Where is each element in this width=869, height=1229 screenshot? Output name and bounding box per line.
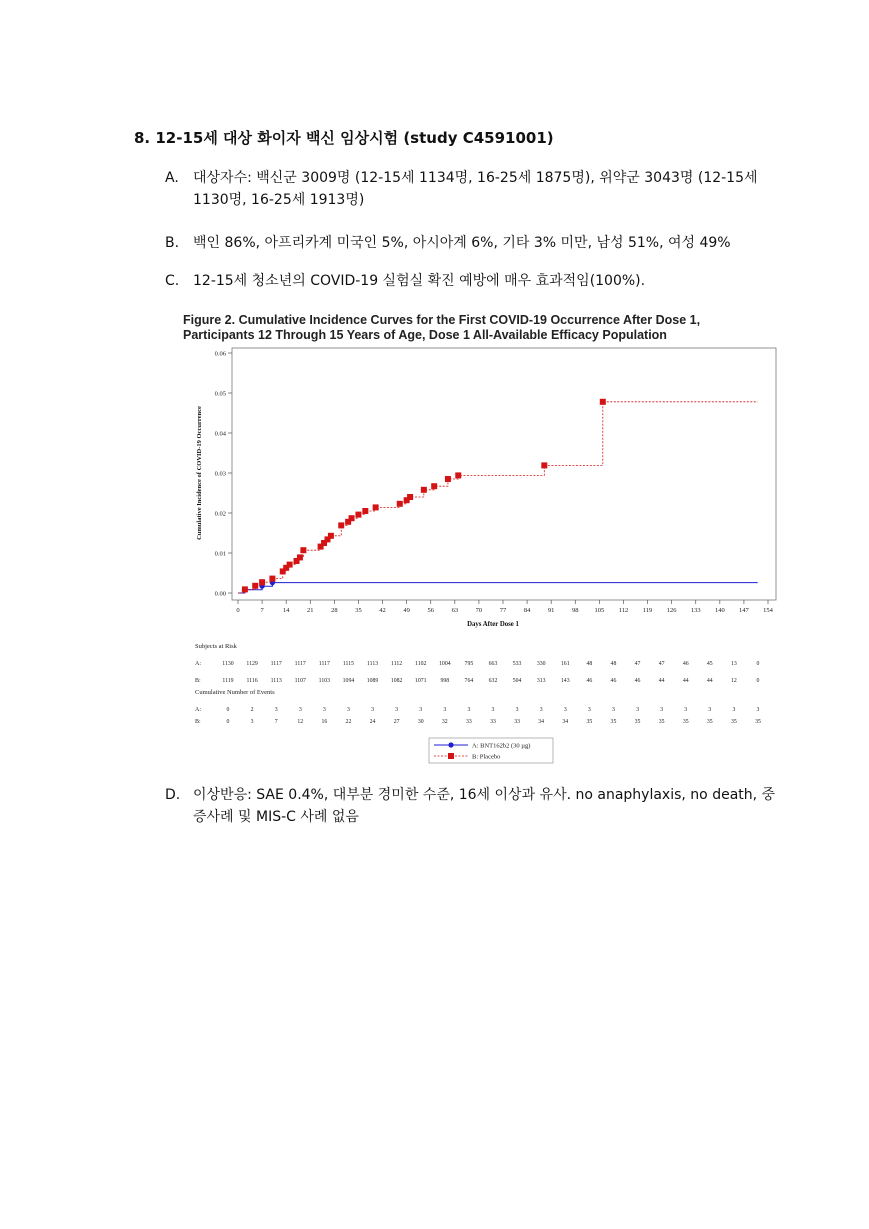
- cumulative-events-a-cell: 3: [539, 707, 543, 713]
- y-tick-label: 0.06: [214, 350, 226, 358]
- cumulative-events-b-cell: 35: [706, 719, 713, 725]
- series-b-point: [455, 472, 461, 478]
- subjects-at-risk-b-cell: 46: [610, 678, 617, 684]
- series-b-point: [373, 504, 379, 510]
- x-tick-label: 21: [307, 607, 314, 614]
- y-tick-label: 0.00: [214, 590, 226, 598]
- subjects-at-risk-a-cell: 13: [731, 661, 737, 667]
- legend-b-marker: [448, 753, 454, 759]
- x-tick-label: 147: [739, 607, 749, 614]
- cumulative-events-a-cell: 3: [660, 707, 664, 713]
- subjects-at-risk-b-cell: 44: [658, 678, 665, 684]
- series-a-line: [238, 583, 758, 593]
- subjects-at-risk-b-cell: 1113: [270, 678, 282, 684]
- subjects-at-risk-b-cell: 764: [464, 678, 474, 684]
- series-b-point: [600, 399, 606, 405]
- cumulative-events-b-cell: 35: [682, 719, 689, 725]
- subjects-at-risk-b-cell: 1071: [414, 678, 427, 684]
- x-tick-label: 63: [451, 607, 459, 614]
- series-b-point: [397, 501, 403, 507]
- cumulative-events-a-cell: 3: [756, 707, 760, 713]
- x-tick-label: 14: [282, 607, 290, 614]
- figure-title-line2: Participants 12 Through 15 Years of Age, Dose 1 All-Available Efficacy Population: [183, 328, 667, 342]
- series-b-point: [431, 483, 437, 489]
- series-b-point: [421, 487, 427, 493]
- series-b-point: [252, 583, 258, 589]
- subjects-at-risk-a-cell: 48: [610, 661, 617, 667]
- cumulative-events-b-cell: 34: [538, 719, 545, 725]
- x-tick-label: 140: [714, 607, 725, 614]
- cumulative-events-a-cell: 3: [684, 707, 688, 713]
- cumulative-events-a-cell: 3: [274, 707, 278, 713]
- x-tick-label: 7: [260, 607, 264, 614]
- subjects-at-risk-a-cell: 1102: [415, 661, 427, 667]
- subjects-at-risk-b-cell: 632: [488, 678, 498, 684]
- series-b-point: [355, 512, 361, 518]
- subjects-at-risk-a-cell: 1004: [439, 661, 451, 667]
- subjects-at-risk-a-cell: 1117: [318, 661, 330, 667]
- subjects-at-risk-a-cell: 795: [464, 661, 474, 667]
- x-tick-label: 42: [379, 607, 386, 614]
- cumulative-events-b-label: B:: [195, 719, 201, 725]
- cumulative-events-b-cell: 3: [250, 719, 254, 725]
- subjects-at-risk-b-cell: 44: [706, 678, 713, 684]
- series-b-point: [287, 562, 293, 568]
- subjects-at-risk-b-cell: 313: [536, 678, 546, 684]
- item-c-marker: C.: [165, 273, 180, 289]
- cumulative-events-a-cell: 3: [395, 707, 399, 713]
- series-b-point: [242, 586, 248, 592]
- item-b-marker: B.: [165, 235, 180, 251]
- item-c-text: 12-15세 청소년의 COVID-19 실험실 확진 예방에 매우 효과적임(100%).: [193, 273, 646, 289]
- x-tick-label: 77: [499, 607, 507, 614]
- subjects-at-risk-a-cell: 161: [560, 661, 570, 667]
- subjects-at-risk-a-cell: 330: [536, 661, 546, 667]
- legend-a-marker: [448, 742, 453, 747]
- y-axis-label: Cumulative Incidence of COVID-19 Occurrence: [196, 406, 203, 540]
- subjects-at-risk-b-cell: 1094: [342, 678, 355, 684]
- x-tick-label: 35: [355, 607, 362, 614]
- cumulative-events-a-cell: 3: [298, 707, 302, 713]
- x-tick-label: 119: [642, 607, 653, 614]
- series-b-point: [362, 508, 368, 514]
- cumulative-events-a-cell: 3: [322, 707, 326, 713]
- x-tick-label: 112: [618, 607, 629, 614]
- subjects-at-risk-a-cell: 1117: [294, 661, 306, 667]
- subjects-at-risk-b-cell: 504: [512, 678, 522, 684]
- risk-table-subjects-title: Subjects at Risk: [195, 643, 237, 650]
- y-tick-label: 0.04: [214, 430, 226, 438]
- cumulative-events-a-cell: 3: [732, 707, 736, 713]
- cumulative-events-a-cell: 3: [491, 707, 495, 713]
- series-b-point: [338, 522, 344, 528]
- cumulative-events-a-cell: 2: [250, 707, 254, 713]
- subjects-at-risk-a-cell: 533: [512, 661, 522, 667]
- subjects-at-risk-b-cell: 1116: [246, 678, 258, 684]
- item-a-text: 대상자수: 백신군 3009명 (12-15세 1134명, 16-25세 1875명), 위약군 3043명 (12-15세 1130명, 16-25세 1913명): [193, 170, 758, 208]
- subjects-at-risk-a-label: A:: [195, 661, 201, 667]
- x-tick-label: 98: [572, 607, 579, 614]
- section-heading: 8. 12-15세 대상 화이자 백신 임상시험 (study C4591001): [134, 129, 554, 147]
- subjects-at-risk-b-cell: 1119: [222, 678, 234, 684]
- cumulative-events-b-cell: 16: [321, 719, 328, 725]
- cumulative-events-b-cell: 35: [658, 719, 665, 725]
- legend-a-label: A: BNT162b2 (30 µg): [472, 742, 531, 750]
- cumulative-events-a-cell: 3: [612, 707, 615, 713]
- series-b-point: [407, 494, 413, 500]
- subjects-at-risk-b-cell: 46: [586, 678, 593, 684]
- risk-table-events-title: Cumulative Number of Events: [195, 689, 275, 696]
- y-tick-label: 0.03: [214, 470, 226, 478]
- cumulative-events-b-cell: 33: [490, 719, 496, 725]
- series-b-point: [349, 515, 355, 521]
- x-tick-label: 56: [427, 607, 434, 614]
- y-tick-label: 0.01: [214, 550, 226, 558]
- x-tick-label: 0: [236, 607, 240, 614]
- cumulative-events-b-cell: 35: [586, 719, 593, 725]
- cumulative-events-b-cell: 12: [297, 719, 304, 725]
- item-a-marker: A.: [165, 170, 179, 186]
- cumulative-events-a-cell: 3: [467, 707, 471, 713]
- subjects-at-risk-b-cell: 46: [634, 678, 641, 684]
- x-tick-label: 70: [475, 607, 483, 614]
- cumulative-events-b-cell: 32: [441, 719, 448, 725]
- subjects-at-risk-a-cell: 1129: [246, 661, 258, 667]
- subjects-at-risk-b-cell: 44: [682, 678, 689, 684]
- plot-frame: [232, 348, 776, 600]
- cumulative-events-a-cell: 3: [443, 707, 447, 713]
- subjects-at-risk-b-cell: 143: [560, 678, 570, 684]
- cumulative-events-a-cell: 3: [347, 707, 350, 713]
- cumulative-events-b-cell: 35: [731, 719, 737, 725]
- cumulative-events-a-cell: 3: [587, 707, 591, 713]
- series-b-point: [259, 579, 265, 585]
- cumulative-events-a-cell: 3: [563, 707, 567, 713]
- cumulative-events-b-cell: 33: [514, 719, 520, 725]
- cumulative-events-a-cell: 3: [371, 707, 374, 713]
- subjects-at-risk-b-cell: 1107: [294, 678, 306, 684]
- x-tick-label: 133: [690, 607, 701, 614]
- figure-title-line1: Figure 2. Cumulative Incidence Curves for the First COVID-19 Occurrence After Dose 1,: [183, 313, 701, 327]
- subjects-at-risk-b-label: B:: [195, 678, 201, 684]
- x-axis-label: Days After Dose 1: [467, 621, 519, 628]
- item-b-text: 백인 86%, 아프리카계 미국인 5%, 아시아계 6%, 기타 3% 미만, 남성 51%, 여성 49%: [193, 235, 731, 251]
- series-b-point: [297, 554, 303, 560]
- subjects-at-risk-b-cell: 12: [731, 678, 737, 684]
- x-tick-label: 84: [523, 607, 531, 614]
- subjects-at-risk-a-cell: 46: [682, 661, 689, 667]
- cumulative-events-a-cell: 0: [226, 707, 230, 713]
- cumulative-events-b-cell: 27: [393, 719, 400, 725]
- subjects-at-risk-a-cell: 1112: [391, 661, 403, 667]
- item-d-marker: D.: [165, 787, 181, 803]
- cumulative-events-a-label: A:: [195, 707, 201, 713]
- cumulative-events-b-cell: 24: [369, 719, 376, 725]
- cumulative-events-b-cell: 35: [634, 719, 641, 725]
- subjects-at-risk-a-cell: 45: [706, 661, 713, 667]
- series-b-point: [445, 476, 451, 482]
- subjects-at-risk-a-cell: 1117: [270, 661, 282, 667]
- legend-b-label: B: Placebo: [472, 753, 501, 761]
- subjects-at-risk-a-cell: 0: [756, 661, 760, 667]
- subjects-at-risk-a-cell: 1113: [366, 661, 379, 667]
- x-tick-label: 154: [763, 607, 773, 614]
- subjects-at-risk-a-cell: 663: [488, 661, 498, 667]
- subjects-at-risk-a-cell: 1130: [222, 661, 234, 667]
- x-tick-label: 126: [666, 607, 677, 614]
- series-b-line: [238, 402, 758, 593]
- cumulative-events-b-cell: 7: [274, 719, 278, 725]
- y-tick-label: 0.05: [214, 390, 226, 398]
- cumulative-events-a-cell: 3: [708, 707, 712, 713]
- series-b-point: [541, 462, 547, 468]
- x-tick-label: 91: [547, 607, 555, 614]
- x-tick-label: 105: [594, 607, 605, 614]
- cumulative-events-b-cell: 22: [345, 719, 352, 725]
- subjects-at-risk-b-cell: 1082: [390, 678, 403, 684]
- subjects-at-risk-b-cell: 998: [440, 678, 450, 684]
- series-b-point: [269, 576, 275, 582]
- series-b-point: [300, 547, 306, 553]
- subjects-at-risk-a-cell: 1115: [342, 661, 355, 667]
- y-tick-label: 0.02: [214, 510, 226, 518]
- cumulative-events-b-cell: 34: [562, 719, 569, 725]
- subjects-at-risk-b-cell: 1089: [366, 678, 379, 684]
- cumulative-events-b-cell: 33: [466, 719, 472, 725]
- subjects-at-risk-a-cell: 47: [658, 661, 665, 667]
- item-d-text: 이상반응: SAE 0.4%, 대부분 경미한 수준, 16세 이상과 유사. no anaphylaxis, no death, 중증사례 및 MIS-C 사례 없음: [193, 787, 776, 825]
- subjects-at-risk-a-cell: 48: [586, 661, 593, 667]
- subjects-at-risk-a-cell: 47: [634, 661, 641, 667]
- x-tick-label: 49: [403, 607, 410, 614]
- cumulative-events-a-cell: 3: [636, 707, 639, 713]
- cumulative-events-a-cell: 3: [419, 707, 423, 713]
- x-tick-label: 28: [331, 607, 338, 614]
- subjects-at-risk-b-cell: 0: [756, 678, 760, 684]
- series-b-point: [328, 533, 334, 539]
- subjects-at-risk-b-cell: 1103: [318, 678, 331, 684]
- cumulative-events-b-cell: 35: [755, 719, 761, 725]
- cumulative-events-b-cell: 30: [417, 719, 424, 725]
- cumulative-events-b-cell: 0: [226, 719, 230, 725]
- cumulative-events-a-cell: 3: [515, 707, 519, 713]
- cumulative-events-b-cell: 35: [610, 719, 617, 725]
